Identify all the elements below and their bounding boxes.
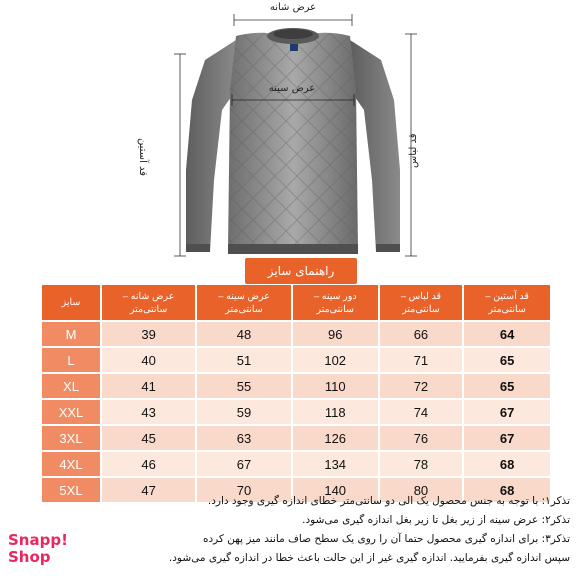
table-cell: 41 <box>102 374 195 398</box>
header-size: سایز <box>42 285 100 320</box>
table-row <box>42 374 550 398</box>
snapp-shop-logo <box>8 532 78 566</box>
table-cell: 43 <box>102 400 195 424</box>
table-cell: 55 <box>197 374 290 398</box>
chest-width-label: عرض سینه <box>268 83 316 94</box>
table-cell: 68 <box>464 452 550 476</box>
size-table <box>40 283 552 504</box>
table-cell: 140 <box>293 478 378 502</box>
note-1: تذکر۱: با توجه به جنس محصول یک الی دو سانتی‌متر خطای اندازه گیری وجود دارد. <box>207 495 570 507</box>
size-cell: M <box>42 322 100 346</box>
size-cell: L <box>42 348 100 372</box>
table-row <box>42 426 550 450</box>
table-cell: 40 <box>102 348 195 372</box>
table-cell: 67 <box>464 426 550 450</box>
table-cell: 80 <box>380 478 463 502</box>
size-cell: 3XL <box>42 426 100 450</box>
table-cell: 45 <box>102 426 195 450</box>
header-chest-circumference: دور سینه – سانتی‌متر <box>293 285 378 320</box>
table-cell: 74 <box>380 400 463 424</box>
table-cell: 76 <box>380 426 463 450</box>
size-cell: 5XL <box>42 478 100 502</box>
table-cell: 59 <box>197 400 290 424</box>
header-length: قد لباس – سانتی‌متر <box>380 285 463 320</box>
size-cell: XL <box>42 374 100 398</box>
table-cell: 47 <box>102 478 195 502</box>
table-cell: 39 <box>102 322 195 346</box>
table-cell: 68 <box>464 478 550 502</box>
table-cell: 118 <box>293 400 378 424</box>
sweater-drawing <box>0 0 576 262</box>
size-cell: 4XL <box>42 452 100 476</box>
garment-length-label: قد لباس <box>408 133 419 168</box>
table-cell: 134 <box>293 452 378 476</box>
table-cell: 67 <box>197 452 290 476</box>
table-cell: 126 <box>293 426 378 450</box>
table-cell: 64 <box>464 322 550 346</box>
size-guide-title: راهنمای سایز <box>245 258 357 284</box>
note-2: تذکر۲: عرض سینه از زیر بغل تا زیر بغل اندازه گیری می‌شود. <box>302 514 570 526</box>
table-row <box>42 452 550 476</box>
logo-line-1: Snapp! <box>8 531 68 549</box>
table-cell: 70 <box>197 478 290 502</box>
table-row <box>42 322 550 346</box>
note-3: تذکر۳: برای اندازه گیری محصول حتما آن را روی یک سطح صاف مانند میز پهن کرده <box>202 533 570 545</box>
header-shoulder: عرض شانه – سانتی‌متر <box>102 285 195 320</box>
table-row <box>42 348 550 372</box>
table-cell: 71 <box>380 348 463 372</box>
table-header-row <box>42 285 550 320</box>
sleeve-length-label: قد آستین <box>137 138 148 177</box>
table-cell: 51 <box>197 348 290 372</box>
table-cell: 66 <box>380 322 463 346</box>
table-cell: 78 <box>380 452 463 476</box>
table-cell: 46 <box>102 452 195 476</box>
table-cell: 96 <box>293 322 378 346</box>
shoulder-width-label: عرض شانه <box>269 2 317 13</box>
table-cell: 110 <box>293 374 378 398</box>
table-cell: 48 <box>197 322 290 346</box>
table-cell: 102 <box>293 348 378 372</box>
logo-line-2: Shop <box>8 548 51 566</box>
table-cell: 63 <box>197 426 290 450</box>
measurement-notes <box>100 492 570 568</box>
header-sleeve: قد آستین – سانتی‌متر <box>464 285 550 320</box>
table-row <box>42 400 550 424</box>
header-chest-width: عرض سینه – سانتی‌متر <box>197 285 290 320</box>
table-cell: 65 <box>464 374 550 398</box>
product-illustration <box>0 0 576 262</box>
table-cell: 72 <box>380 374 463 398</box>
table-cell: 67 <box>464 400 550 424</box>
note-3-continued: سپس اندازه گیری بفرمایید. اندازه گیری غیر از این حالت باعث خطا در اندازه گیری می‌شود. <box>168 552 570 564</box>
size-cell: XXL <box>42 400 100 424</box>
table-cell: 65 <box>464 348 550 372</box>
